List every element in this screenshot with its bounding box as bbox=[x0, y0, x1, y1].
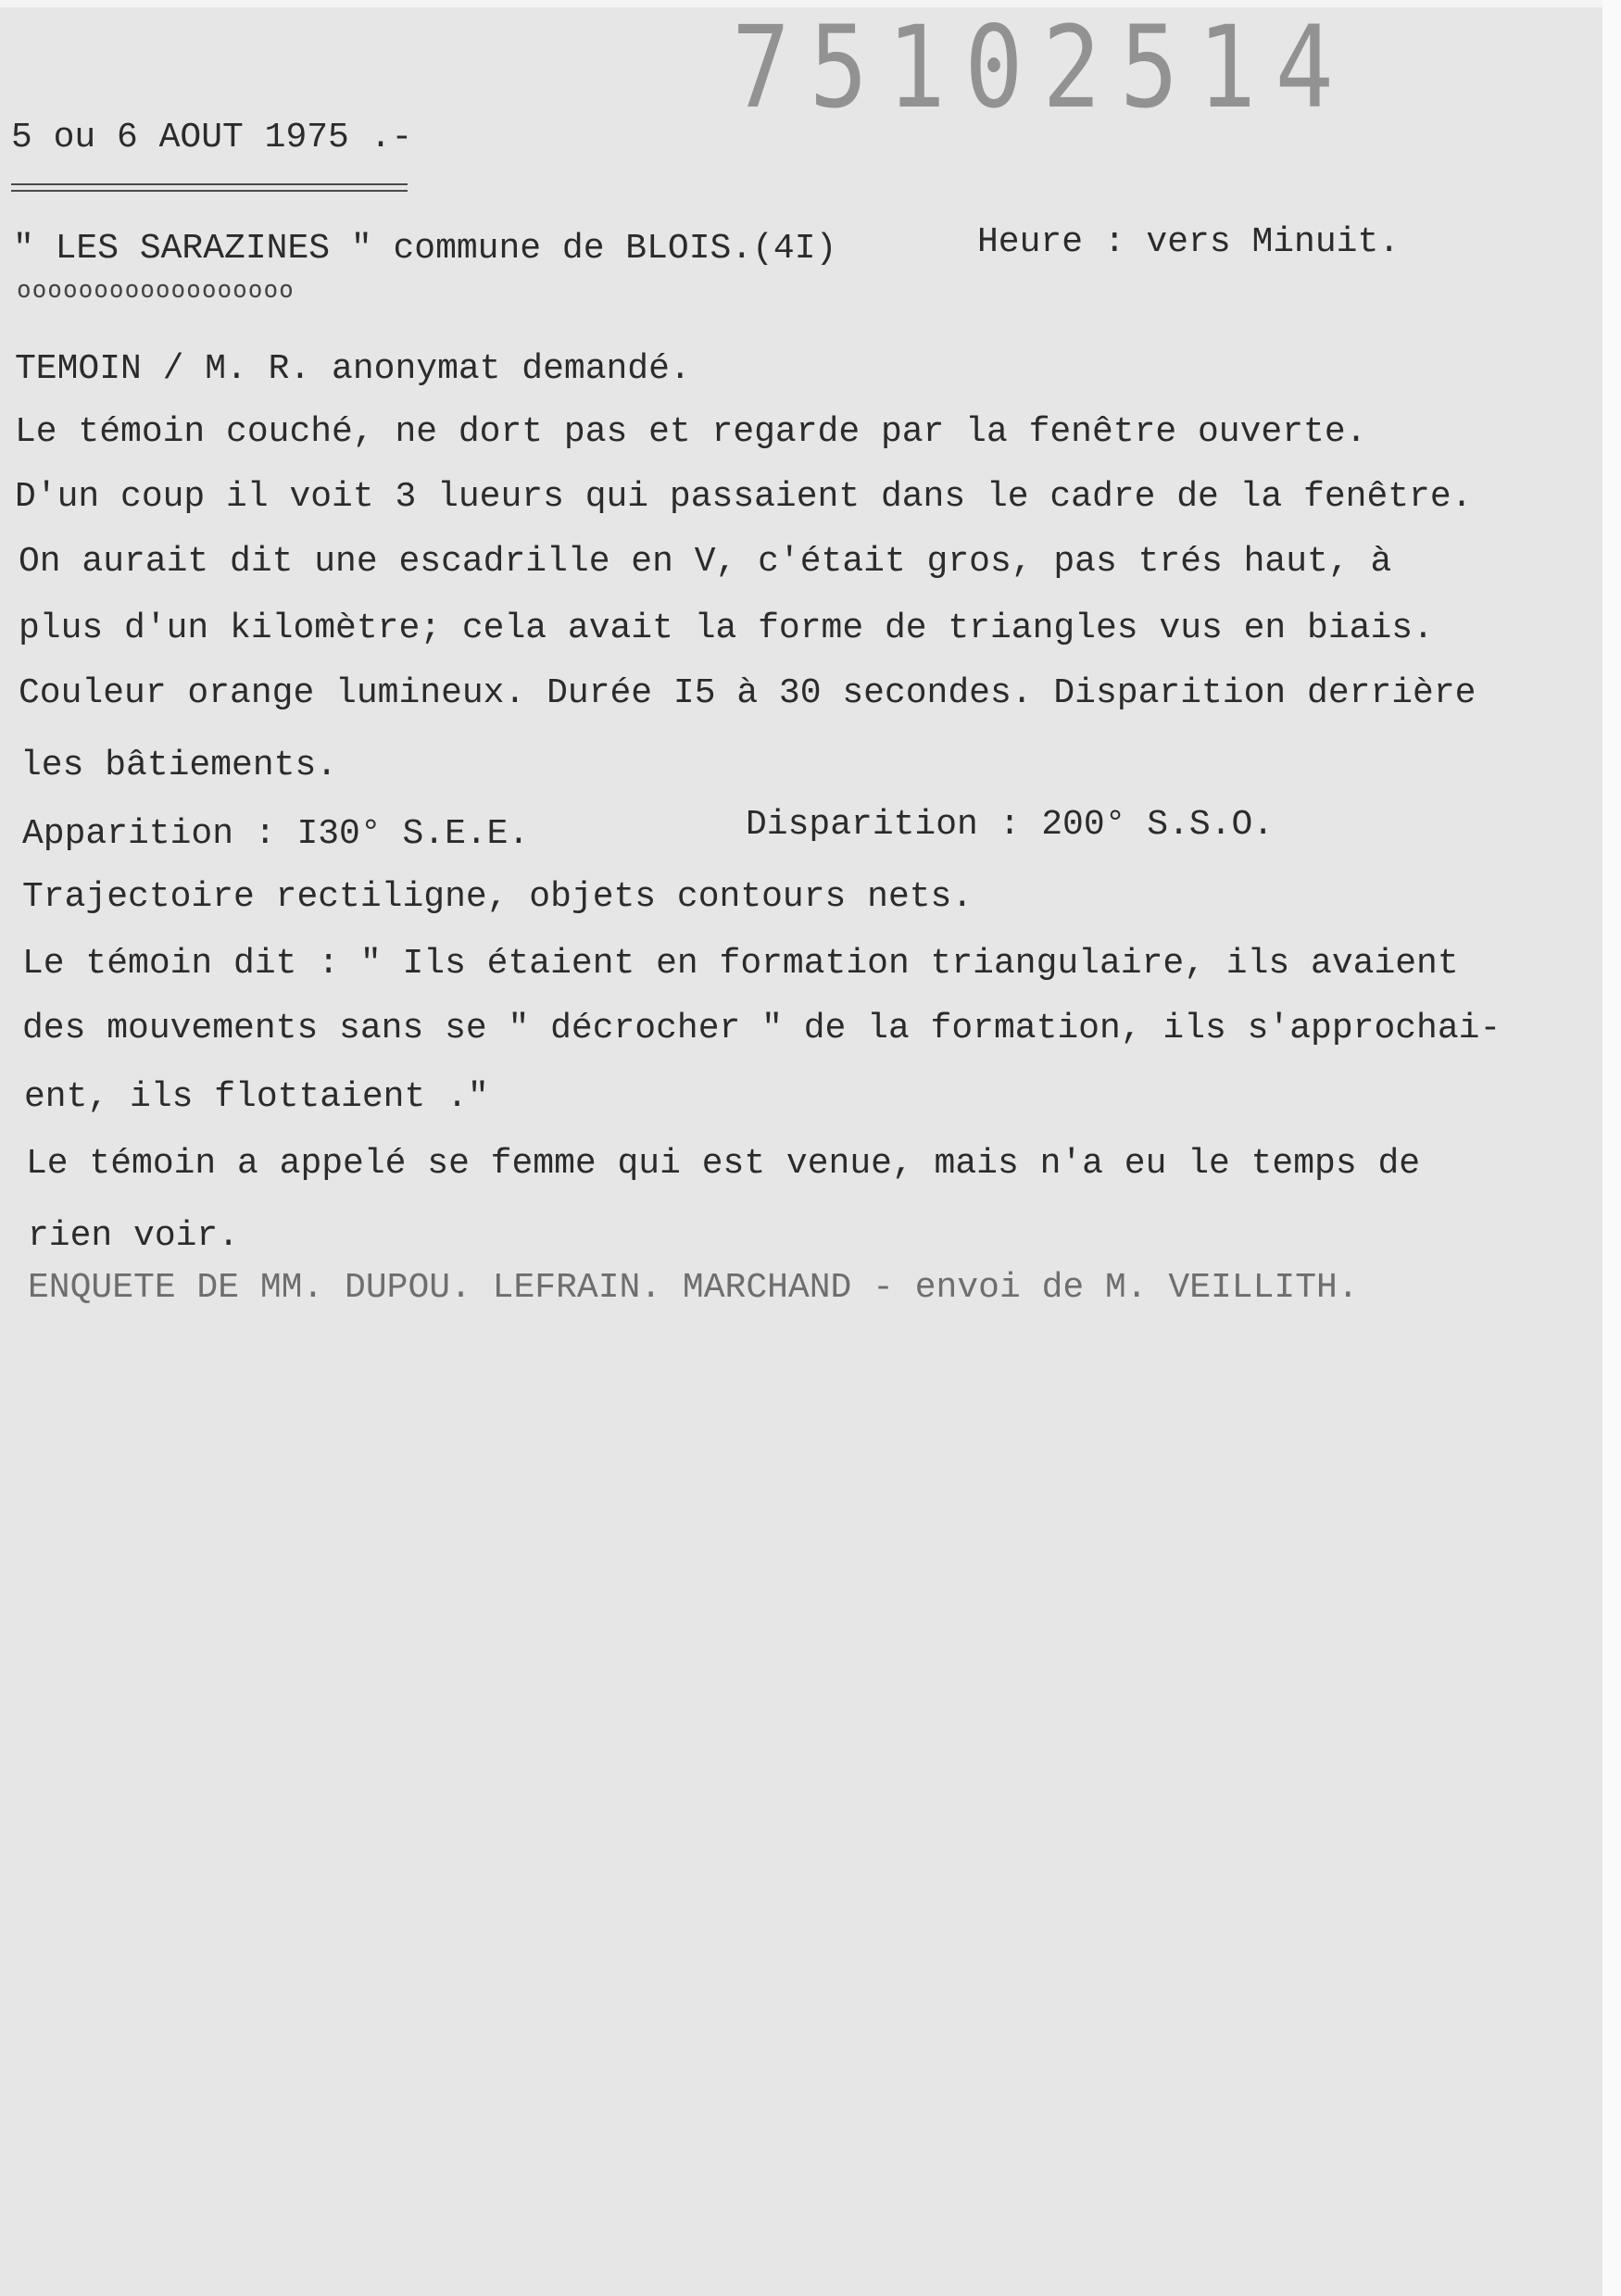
text-line: Couleur orange lumineux. Durée I5 à 30 secondes. Disparition derrière bbox=[19, 673, 1476, 713]
time-line: Heure : vers Minuit. bbox=[977, 222, 1401, 262]
location-line: " LES SARAZINES " commune de BLOIS.(4I) bbox=[13, 229, 837, 269]
date-underline-1 bbox=[11, 183, 408, 185]
text-line: Le témoin couché, ne dort pas et regarde par la fenêtre ouverte. bbox=[15, 412, 1367, 452]
text-line: ent, ils flottaient ." bbox=[24, 1077, 489, 1117]
text-line: les bâtiements. bbox=[20, 746, 338, 785]
text-line: plus d'un kilomètre; cela avait la forme de triangles vus en biais. bbox=[19, 609, 1434, 648]
witness-line: TEMOIN / M. R. anonymat demandé. bbox=[15, 349, 691, 389]
disparition-line: Disparition : 200° S.S.O. bbox=[746, 805, 1275, 845]
archive-number-stamp: 75102514 bbox=[732, 2, 1353, 133]
circle-separator: oooooooooooooooooo bbox=[17, 276, 295, 304]
page-right-edge bbox=[1602, 0, 1621, 2296]
date-underline-2 bbox=[11, 190, 408, 192]
text-line: Trajectoire rectiligne, objets contours nets. bbox=[22, 877, 974, 917]
text-line: D'un coup il voit 3 lueurs qui passaient dans le cadre de la fenêtre. bbox=[15, 477, 1473, 517]
text-line: rien voir. bbox=[28, 1216, 240, 1256]
text-line: Le témoin dit : " Ils étaient en formation triangulaire, ils avaient bbox=[22, 944, 1459, 984]
text-line: des mouvements sans se " décrocher " de la formation, ils s'approchai- bbox=[22, 1009, 1502, 1048]
text-line: Le témoin a appelé se femme qui est venue, mais n'a eu le temps de bbox=[26, 1144, 1421, 1184]
enquete-line: ENQUETE DE MM. DUPOU. LEFRAIN. MARCHAND - envoi de M. VEILLITH. bbox=[28, 1268, 1359, 1308]
text-line: On aurait dit une escadrille en V, c'était gros, pas trés haut, à bbox=[19, 542, 1392, 582]
apparition-line: Apparition : I30° S.E.E. bbox=[22, 814, 530, 854]
date-line: 5 ou 6 AOUT 1975 .- bbox=[11, 118, 413, 157]
